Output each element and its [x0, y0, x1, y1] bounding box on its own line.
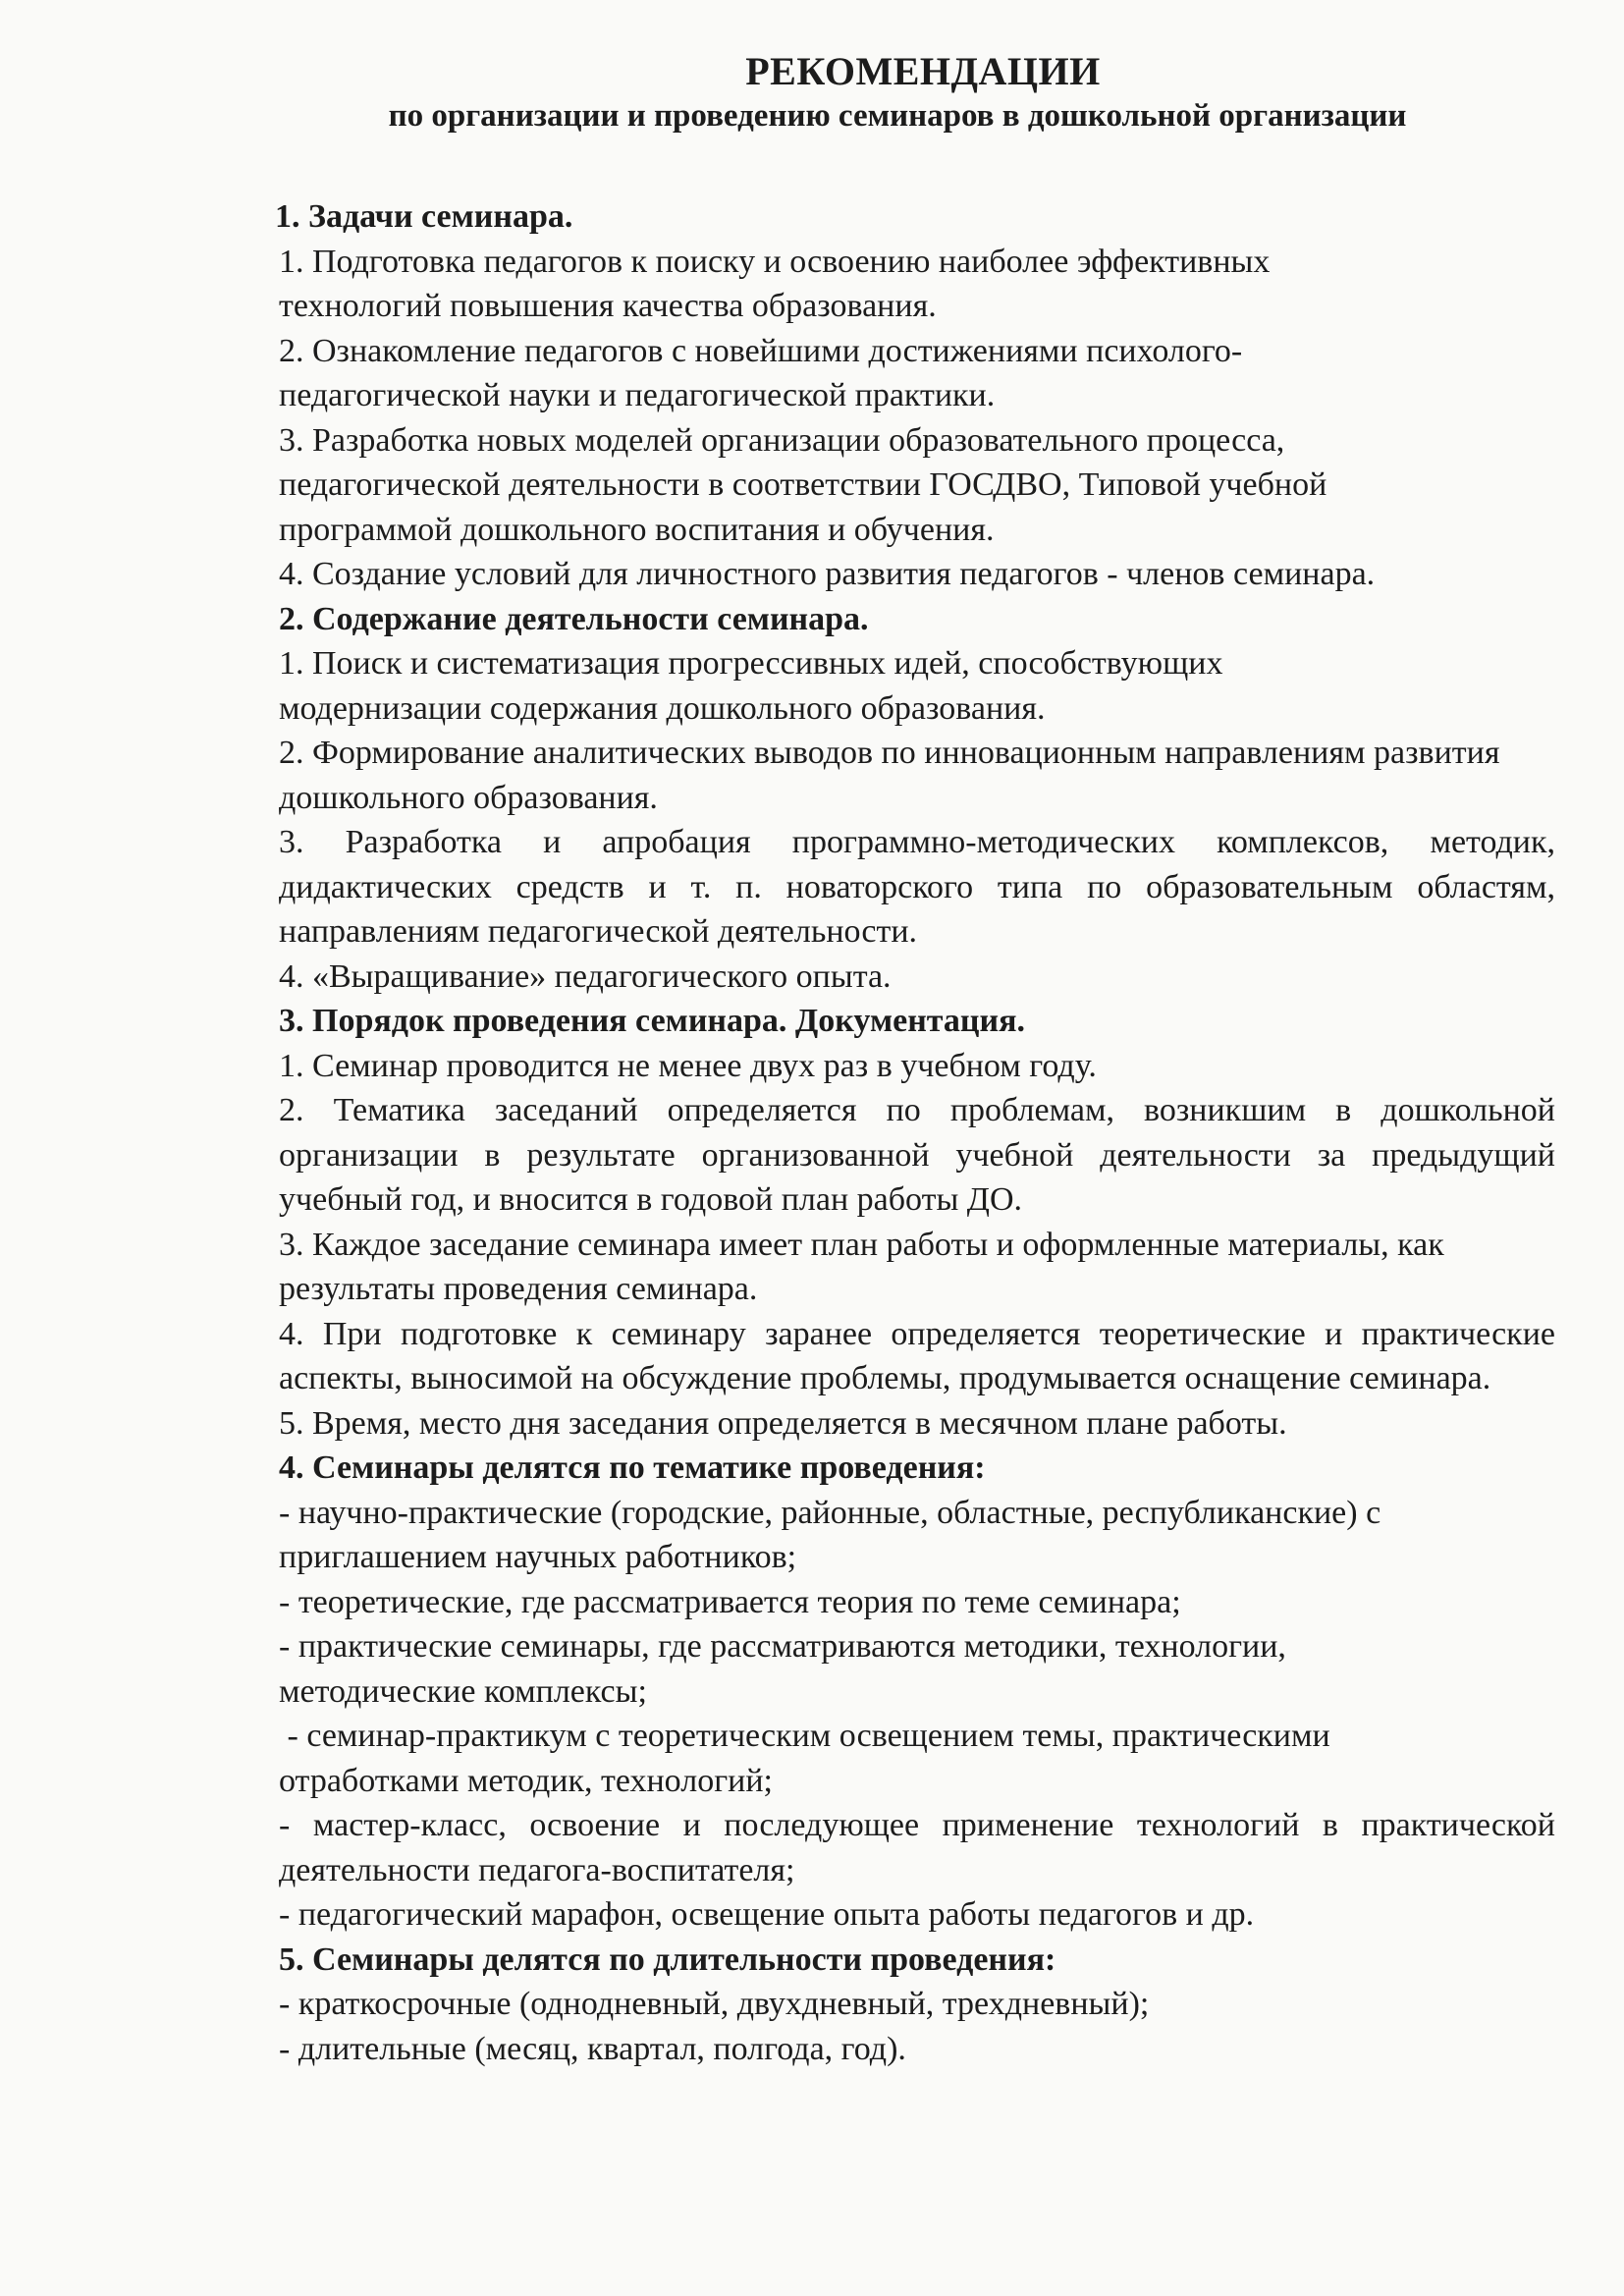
list-item: - длительные (месяц, квартал, полгода, год).	[279, 2030, 906, 2067]
list-item: 4. Создание условий для личностного развития педагогов - членов семинара.	[279, 556, 1376, 592]
list-item: - практические семинары, где рассматриваются методики, технологии, методические комплексы;	[279, 1628, 1286, 1710]
list-item: 2. Ознакомление педагогов с новейшими достижениями психолого-педагогической науки и педагогической практики.	[279, 332, 1243, 413]
section-heading: 4. Семинары делятся по тематике проведения:	[279, 1449, 986, 1486]
section-duration-types	[279, 1938, 1555, 2072]
list-item: 4. При подготовке к семинару заранее определяется теоретические и практические аспекты, выносимой на обсуждение проблемы, продумывается оснащение семинара.	[279, 1315, 1555, 1396]
document	[275, 49, 1555, 2071]
document-subtitle: по организации и проведению семинаров в дошкольной организации	[388, 98, 1407, 134]
list-item: 1. Семинар проводится не менее двух раз в учебном году.	[279, 1047, 1097, 1084]
list-item: 2. Формирование аналитических выводов по инновационным направлениям развития дошкольного образования.	[279, 735, 1500, 816]
section-heading: 3. Порядок проведения семинара. Документация.	[279, 1003, 1025, 1039]
section-heading: 1. Задачи семинара.	[275, 198, 573, 235]
document-body	[275, 194, 1555, 2071]
list-item: 1. Поиск и систематизация прогрессивных идей, способствующих модернизации содержания дошкольного образования.	[279, 645, 1223, 727]
list-item: - семинар-практикум с теоретическим освещением темы, практическими отработками методик, технологий;	[279, 1718, 1339, 1799]
list-item: 5. Время, место дня заседания определяется в месячном плане работы.	[279, 1404, 1287, 1442]
section-procedure	[279, 999, 1555, 1446]
list-item: 4. «Выращивание» педагогического опыта.	[279, 957, 892, 995]
section-heading: 5. Семинары делятся по длительности проведения:	[279, 1941, 1056, 1978]
list-item: 3. Разработка новых моделей организации образовательного процесса, педагогической деятельности в соответствии ГОСДВО, Типовой учебной программой дошкольного воспитания и обучения.	[279, 421, 1327, 548]
list-item: - теоретические, где рассматривается теория по теме семинара;	[279, 1583, 1181, 1620]
list-item: 1. Подготовка педагогов к поиску и освоению наиболее эффективных технологий повышения качества образования.	[279, 243, 1271, 324]
list-item: - краткосрочные (однодневный, двухдневный, трехдневный);	[279, 1986, 1150, 2022]
list-item: - научно-практические (городские, районные, областные, республиканские) с приглашением научных работников;	[279, 1494, 1381, 1575]
section-tasks	[275, 194, 1437, 597]
document-title: РЕКОМЕНДАЦИИ	[745, 49, 1101, 93]
section-topic-types	[279, 1446, 1555, 1938]
list-item: 3. Разработка и апробация программно-методических комплексов, методик, дидактических средств и т. п. новаторского типа по образовательным областям, направлениям педагогической деятельности.	[279, 824, 1555, 950]
list-item: - мастер-класс, освоение и последующее применение технологий в практической деятельности педагога-воспитателя;	[279, 1807, 1555, 1888]
section-heading: 2. Содержание деятельности семинара.	[279, 600, 869, 637]
list-item: - педагогический марафон, освещение опыта работы педагогов и др.	[279, 1896, 1255, 1933]
section-content	[279, 597, 1555, 1000]
list-item: 2. Тематика заседаний определяется по проблемам, возникшим в дошкольной организации в результате организованной учебной деятельности за предыдущий учебный год, и вносится в годовой план работы ДО.	[279, 1092, 1555, 1218]
list-item: 3. Каждое заседание семинара имеет план работы и оформленные материалы, как результаты проведения семинара.	[279, 1226, 1444, 1307]
